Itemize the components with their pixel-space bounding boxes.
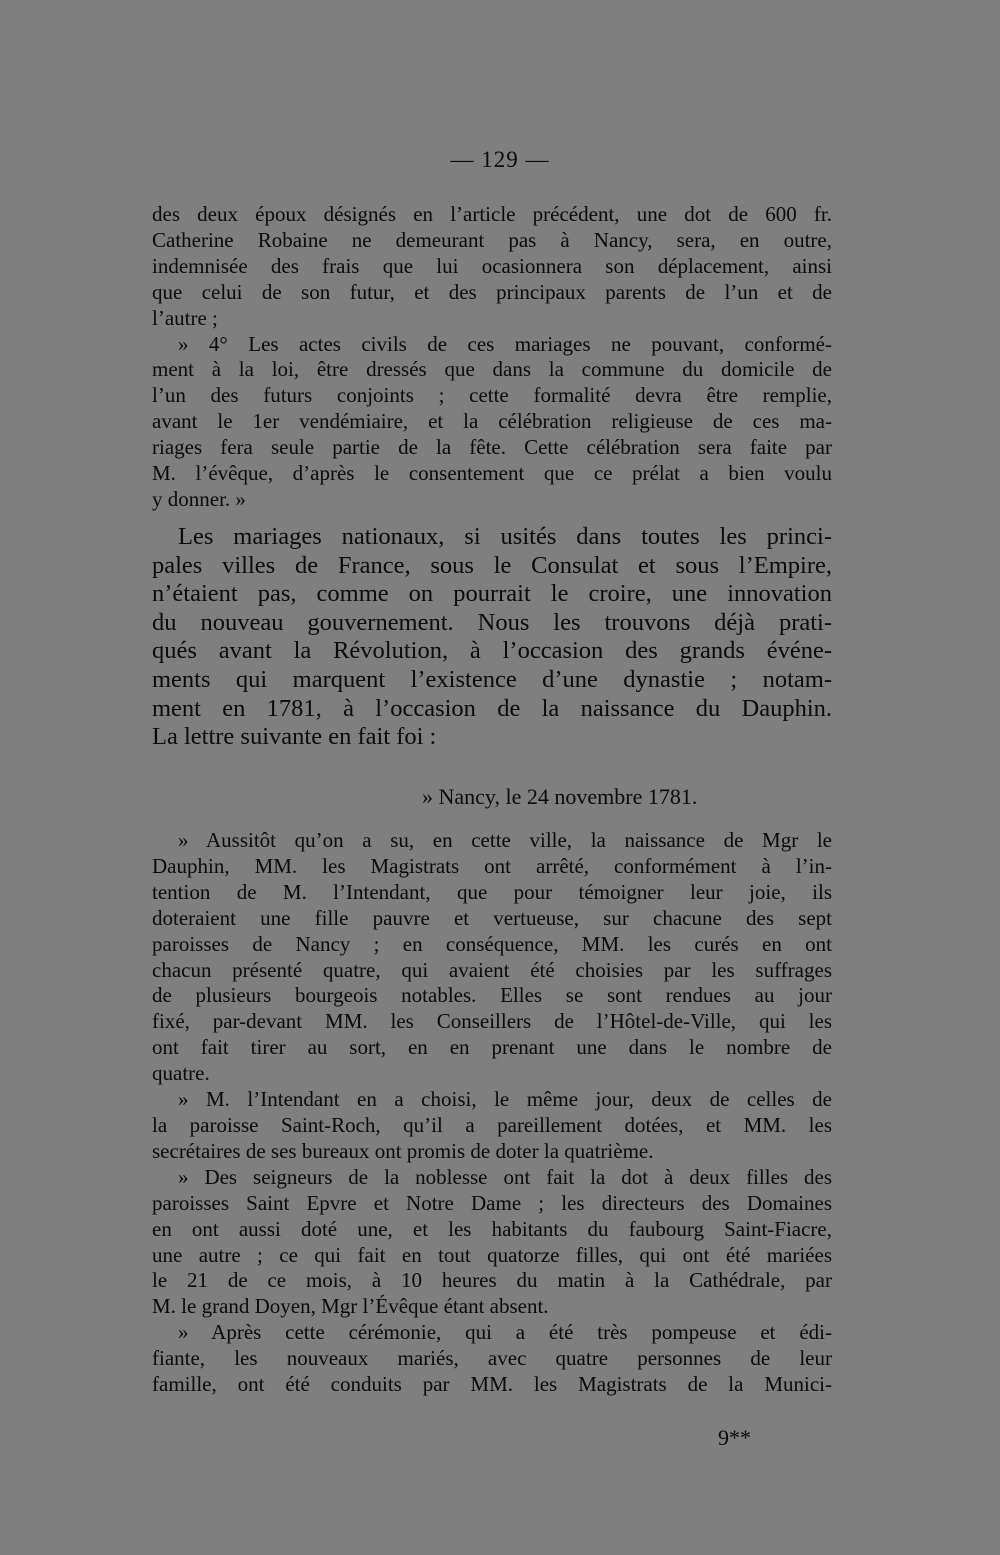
text-line: qués avant la Révolution, à l’occasion des grands événe- — [152, 637, 832, 665]
text-line: famille, ont été conduits par MM. les Magistrats de la Munici- — [152, 1372, 832, 1397]
text-line: M. l’évêque, d’après le consentement que ce prélat a bien voulu — [152, 461, 832, 486]
text-line: paroisses de Nancy ; en conséquence, MM. les curés en ont — [152, 931, 832, 956]
text-line: l’un des futurs conjoints ; cette formalité devra être remplie, — [152, 383, 832, 408]
text-line: ont fait tirer au sort, en en prenant une dans le nombre de — [152, 1035, 832, 1060]
paragraph-block-2 — [152, 523, 832, 752]
text-line: du nouveau gouvernement. Nous les trouvons déjà prati- — [152, 608, 832, 636]
text-line: » Après cette cérémonie, qui a été très pompeuse et édi- — [178, 1320, 832, 1345]
text-line: M. le grand Doyen, Mgr l’Évêque étant absent. — [152, 1294, 549, 1319]
letter-body — [152, 828, 832, 1398]
text-line: fixé, par-devant MM. les Conseillers de l’Hôtel-de-Ville, qui les — [152, 1009, 832, 1034]
text-line: n’étaient pas, comme on pourrait le croire, une innovation — [152, 580, 832, 608]
text-line: Catherine Robaine ne demeurant pas à Nancy, sera, en outre, — [152, 227, 832, 252]
signature-mark: 9** — [718, 1425, 751, 1450]
text-line: La lettre suivante en fait foi : — [152, 723, 437, 751]
text-line: en ont aussi doté une, et les habitants du faubourg Saint-Fiacre, — [152, 1216, 832, 1241]
text-line: Les mariages nationaux, si usités dans toutes les princi- — [178, 523, 832, 550]
paragraph-block-1 — [152, 202, 832, 513]
text-line: tention de M. l’Intendant, que pour témoigner leur joie, ils — [152, 879, 832, 904]
letter-dateline: » Nancy, le 24 novembre 1781. — [422, 784, 698, 809]
text-line: » 4° Les actes civils de ces mariages ne pouvant, conformé- — [178, 331, 832, 356]
text-line: paroisses Saint Epvre et Notre Dame ; les directeurs des Domaines — [152, 1190, 832, 1215]
text-line: de plusieurs bourgeois notables. Elles se sont rendues au jour — [152, 983, 832, 1008]
text-line: des deux époux désignés en l’article précédent, une dot de 600 fr. — [152, 202, 832, 226]
text-line: quatre. — [152, 1061, 210, 1086]
text-line: l’autre ; — [152, 305, 218, 330]
text-line: que celui de son futur, et des principaux parents de l’un et de — [152, 279, 832, 304]
text-line: » Des seigneurs de la noblesse ont fait la dot à deux filles des — [178, 1164, 832, 1189]
text-line: » M. l’Intendant en a choisi, le même jour, deux de celles de — [178, 1087, 832, 1112]
text-line: avant le 1er vendémiaire, et la célébration religieuse de ces ma- — [152, 409, 832, 434]
text-line: le 21 de ce mois, à 10 heures du matin à la Cathédrale, par — [152, 1268, 832, 1293]
text-line: ment à la loi, être dressés que dans la commune du domicile de — [152, 357, 832, 382]
text-line: pales villes de France, sous le Consulat et sous l’Empire, — [152, 551, 832, 579]
text-line: secrétaires de ses bureaux ont promis de doter la quatrième. — [152, 1138, 654, 1163]
text-line: indemnisée des frais que lui ocasionnera son déplacement, ainsi — [152, 253, 832, 278]
page-number-header: — 129 — — [450, 147, 550, 172]
text-line: y donner. » — [152, 486, 246, 511]
text-line: » Aussitôt qu’on a su, en cette ville, la naissance de Mgr le — [178, 828, 832, 852]
text-line: ments qui marquent l’existence d’une dynastie ; notam- — [152, 665, 832, 693]
text-line: la paroisse Saint-Roch, qu’il a pareillement dotées, et MM. les — [152, 1112, 832, 1137]
text-line: chacun présenté quatre, qui avaient été choisies par les suffrages — [152, 957, 832, 982]
text-line: fiante, les nouveaux mariés, avec quatre personnes de leur — [152, 1346, 832, 1371]
text-line: doteraient une fille pauvre et vertueuse, sur chacune des sept — [152, 905, 832, 930]
text-line: Dauphin, MM. les Magistrats ont arrêté, conformément à l’in- — [152, 853, 832, 878]
text-line: riages fera seule partie de la fête. Cette célébration sera faite par — [152, 435, 832, 460]
text-line: une autre ; ce qui fait en tout quatorze filles, qui ont été mariées — [152, 1242, 832, 1267]
text-line: ment en 1781, à l’occasion de la naissance du Dauphin. — [152, 694, 832, 722]
